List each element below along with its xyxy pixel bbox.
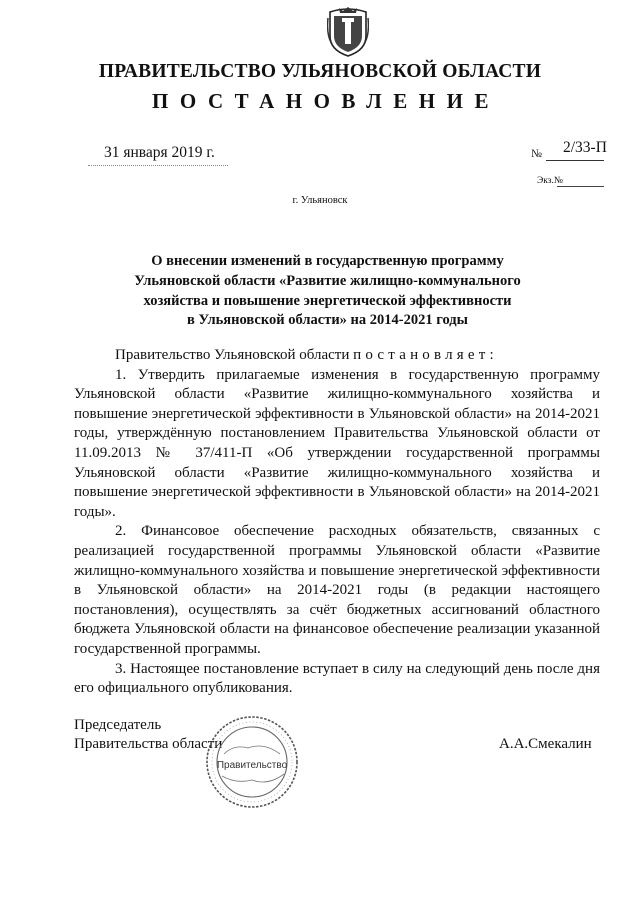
- intro-text: Правительство Ульяновской области: [115, 347, 354, 363]
- document-date: 31 января 2019 г.: [104, 144, 215, 161]
- paragraph-1: 1. Утвердить прилагаемые изменения в государственную программу Ульяновской области «Развитие жилищно-коммунального хозяйства и повышение энергетической эффективности в Ульяновской области» на 2014-2021 годы, утверждённую постановлением Правительства Ульяновской области от 11.09.2013 № 37/411-П «Об утверждении государственной программы Ульяновской области «Развитие жилищно-коммунального хозяйства и повышение энергетической эффективности в Ульяновской области» на 2014-2021 годы».: [74, 366, 600, 520]
- title-line: хозяйства и повышение энергетической эффективности: [143, 292, 512, 309]
- city: г. Ульяновск: [292, 195, 348, 206]
- coat-of-arms-icon: [327, 6, 369, 58]
- signatory-position: [74, 716, 222, 755]
- copy-number-label: Экз.№: [537, 176, 563, 186]
- paragraph-2: 2. Финансовое обеспечение расходных обязательств, связанных с реализацией государственной программы Ульяновской области «Развитие жилищно-коммунального хозяйства и повышение энергетической эффективности в Ульяновской области» на 2014-2021 годы (в редакции настоящего постановления), осуществлять за счёт бюджетных ассигнований областного бюджета Ульяновской области на финансовое обеспечение реализации указанной государственной программы.: [74, 523, 600, 657]
- title-line: в Ульяновской области» на 2014-2021 годы: [187, 312, 468, 329]
- official-stamp: [204, 714, 300, 810]
- date-underline: [88, 165, 228, 166]
- position-line: Правительства области: [74, 736, 223, 753]
- number-underline: [546, 160, 604, 161]
- copy-number-line: [557, 186, 604, 187]
- document-type: ПОСТАНОВЛЕНИЕ: [152, 89, 500, 113]
- document-body: [74, 346, 600, 699]
- title-line: О внесении изменений в государственную программу: [151, 253, 504, 269]
- document-title: [60, 252, 595, 331]
- paragraph-3: 3. Настоящее постановление вступает в силу на следующий день после дня его официального опубликования.: [74, 660, 600, 697]
- title-line: Ульяновской области «Развитие жилищно-коммунального: [134, 272, 521, 289]
- resolves-word: постановляет:: [353, 347, 498, 363]
- intro-paragraph: [74, 346, 600, 366]
- government-name: ПРАВИТЕЛЬСТВО УЛЬЯНОВСКОЙ ОБЛАСТИ: [98, 61, 542, 82]
- number-sign: №: [531, 148, 542, 160]
- position-line: Председатель: [74, 717, 162, 733]
- signatory-name: А.А.Смекалин: [499, 736, 592, 752]
- document-number: 2/33-П: [563, 139, 607, 156]
- stamp-text: Правительство: [216, 760, 288, 771]
